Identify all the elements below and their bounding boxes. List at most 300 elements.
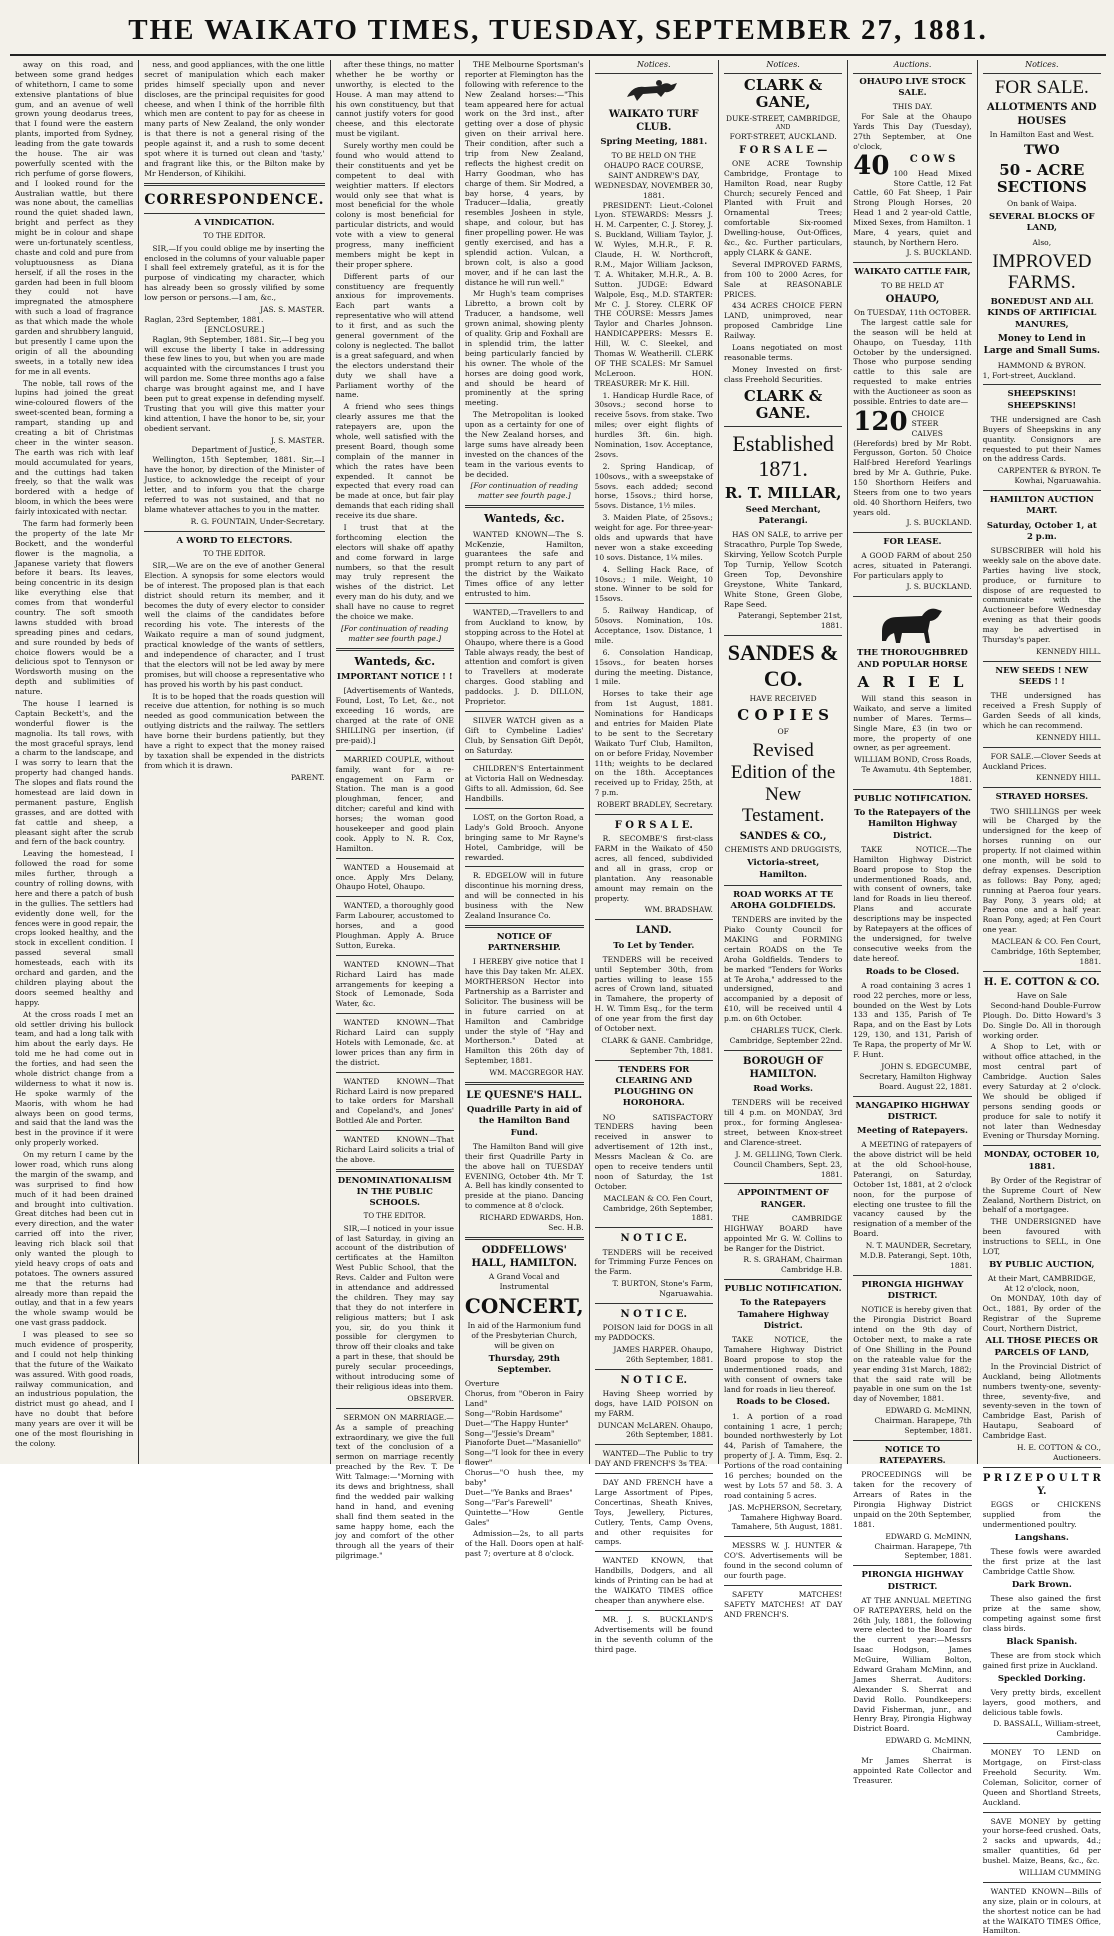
reply-heading: Department of Justice, (191, 445, 278, 455)
enclosure-signature: J. S. MASTER. (270, 435, 325, 445)
race-event: 6. Consolation Handicap, 15sovs., for beaten horses during the meeting. Distance, 1 mile. (594, 647, 713, 687)
race-event: 2. Spring Handicap, of 100sovs., with a sweepstake of 5sovs. each added; second horse, 15sovs.; third horse, 5sovs. Distance, 1½ miles. (594, 461, 713, 511)
rate-notice-body: NOTICE is hereby given that the Pirongia District Board intend on the 9th day of October next, to make a rate of One Shilling in the Pound on the rateable value for the year ending 31st March, 1882; that the said rate will be payable in one sum on the 1st day of November, 1881. (853, 1305, 972, 1404)
ranger-signature: R. S. GRAHAM, Chairman Cambridge H.B. (743, 1255, 843, 1275)
divider (724, 1279, 842, 1280)
clover-ad: FOR SALE.—Clover Seeds at Auckland Prices. (982, 751, 1101, 771)
divider (595, 814, 713, 815)
page-title: THE WAIKATO TIMES, TUESDAY, SEPTEMBER 27, 1881. (128, 13, 988, 46)
article-paragraph: SERMON ON MARRIAGE.—As a sample of preaching extraordinary, we give the full text of the conclusion of a sermon on marriage recently preached by the Rev. T. De Witt Talmage:—"Morning with its dews and brightness, shall find the wedded pair walking hand in hand, and evening shall find them seated in the same happy home, each the joy and comfort of the other through all the years of their pilgrimage." (335, 1412, 454, 1561)
column-7 (848, 60, 977, 1785)
road-works-title: Road Works. (753, 1084, 814, 1095)
ratepayers-heading: To the Ratepayers of the Hamilton Highway District. (854, 808, 971, 841)
meeting-heading: Meeting of Ratepayers. (857, 1126, 968, 1137)
steer-count: 120 (853, 406, 908, 437)
divider (465, 925, 584, 928)
letter-body: SIR,—I noticed in your issue of last Saturday, in giving an account of the distribution of certificates at the Hamilton West Public School, that the Revs. Calder and Fulton were in attendance and addressed the children. They may say that they do not interfere in religious matters; but I ask you, sir, do you think it possible for clergymen to throw off their cloaks and take a part in these, that should be purely secular proceedings, without introducing some of their religious ideas into them. (335, 1223, 454, 1391)
column-2 (139, 60, 330, 1464)
auctioneer-name: KENNEDY HILL. (1036, 773, 1101, 783)
race-event: 4. Selling Hack Race, of 10sovs.; 1 mile. Weight, 10 stone. Winner to be sold for 15sovs. (594, 564, 713, 604)
breed-heading: Speckled Dorking. (997, 1673, 1086, 1684)
concert-admission: Admission—2s, to all parts of the Hall. Doors open at half-past 7; overture at 8 o'clock. (464, 1529, 584, 1559)
divider (595, 1060, 713, 1061)
article-paragraph: away on this road, and between some grand hedges of whitethorn, I came to some extensive plantations of blue gum, and an avenue of well grown young deodarus trees, that I found were the eastern plants, imported from Sydney, leading from the gate towards the house. The air was powerfully scented with the rich perfume of gorse flowers, and I looked round for the Australian wattle, but there was none about, the camellias round the quiet shaded lawn, bright and perfect as they might be in colour and shape were un-fortunately scentless, chaste and cold and pure from voluptuousness as Diana herself, if all the roses in the garden had been in full bloom they could not have impregnated the atmosphere with such a load of fragrance as that which made the whole garden and shrubbery languid, but presently I came upon the origin of all the abounding sweets, in a totally new idea for me in all events. (15, 60, 134, 376)
wanteds-heading: Wanteds, &c. (483, 512, 565, 526)
money-lend-ad: MONEY TO LEND on Mortgage, on First-class Freehold Security. Wm. Coleman, Solicitor, corner of Queen and Shortland Streets, Auckland. (982, 1748, 1101, 1807)
roads-list: A road containing 3 acres 1 rood 22 perches, more or less, bounded on the West by Lots 133 and 135, Parish of Te Rapa, and on the East by Lots 129, 130, and 131, Parish of Te Rapa, the property of Mr W. F. Hunt. (853, 980, 972, 1060)
letter-to: TO THE EDITOR. (363, 1212, 426, 1221)
divider (983, 1812, 1101, 1813)
classified-ad: DAY AND FRENCH have a Large Assortment of Pipes, Concertinas, Sheath Knives, Toys, Jewellery, Pictures, Cutlery, Tents, Camp Ovens, and other requisites for camps. (594, 1478, 713, 1547)
auction-body: SUBSCRIBER will hold his weekly sale on the above date. Parties having live stock, produce, or furniture to dispose of are requested to communicate with the Auctioneer before Wednesday evening as that their goods may be advertised in Thursday's paper. (982, 545, 1101, 644)
classified-ad: SILVER WATCH given as a Gift to Cymbeline Ladies' Club, by Sensation Gift Depôt, on Saturday. (464, 715, 584, 755)
divider (853, 1565, 971, 1566)
masthead (10, 6, 1106, 56)
to-let-signature: CLARK & GANE. Cambridge, September 7th, 1881. (601, 1035, 713, 1055)
classified-ad: WANTED,—Travellers to and from Auckland to know, by stopping across to the Hotel at Ohaupo, where there is a Good Table always ready, the best of attention and comfort is given to Travellers at moderate charges. Good stabling and paddocks. J. D. DILLON, Proprietor. (464, 607, 584, 706)
classified-ad: MARRIED COUPLE, without family, want for a re-engagement on Farm or Station. The man is a good ploughman, fencer, and ditcher; careful and kind with horses; the woman good housekeeper and good plain cook. Apply to N. R. Cox, Hamilton. (335, 754, 454, 853)
sheepskins-heading: SHEEPSKINS! SHEEPSKINS! (1007, 389, 1077, 411)
wanteds-terms: [Advertisements of Wanteds, Found, Lost, To Let, &c., not exceeding 16 words, are charged at the rate of ONE SHILLING per insertion, (if pre-paid).] (335, 686, 454, 745)
notices-heading: Notices. (724, 60, 842, 74)
classified-ad: WANTED, a thoroughly good Farm Labourer, accustomed to horses, and a good Ploughman. Apply A. Bruce Sutton, Eureka. (335, 901, 454, 950)
breed-heading: Langshans. (1014, 1532, 1069, 1543)
sale-intro: For Sale at the Ohaupo Yards This Day (Tuesday), 27th September, at One o'clock, (853, 111, 972, 151)
race-date: SAINT ANDREW'S DAY, WEDNESDAY, NOVEMBER 30, 1881. (594, 170, 713, 200)
notice-signature: DUNCAN McLAREN. Ohaupo, 26th September, 1881. (597, 1420, 713, 1440)
hall-body: The Hamilton Band will give their first Quadrille Party in the above hall on TUESDAY EVENING, October 4th. Mr T. A. Bell has kindly consented to preside at the piano. Dancing to commence at 8 o'clock. (464, 1141, 584, 1211)
poultry-body: EGGS or CHICKENS supplied from the undermentioned poultry. (982, 1500, 1101, 1529)
auctioneer-name: J. S. BUCKLAND. (906, 517, 972, 527)
divider (336, 750, 454, 751)
roads-closed-heading: Roads to be Closed. (865, 966, 960, 977)
bills-ad: WANTED KNOWN—Bills of any size, plain or in colours, at the shortest notice can be had at the WAIKATO TIMES Office, Hamilton. (982, 1886, 1101, 1936)
divider (724, 1536, 842, 1537)
road-works-heading: ROAD WORKS AT TE AROHA GOLDFIELDS. (730, 889, 836, 911)
notice-body: Having Sheep worried by dogs, have LAID POISON on my FARM. (594, 1388, 713, 1418)
turf-club-title: WAIKATO TURF CLUB. (608, 108, 699, 133)
divider (336, 858, 454, 859)
divider (595, 1551, 713, 1552)
column-3 (331, 60, 460, 1561)
this-day: THIS DAY. (892, 101, 933, 111)
race-signature: ROBERT BRADLEY, Secretary. (596, 800, 713, 810)
sandes-trade: CHEMISTS AND DRUGGISTS, (724, 845, 842, 855)
seeds-heading: NEW SEEDS ! NEW SEEDS ! ! (995, 665, 1089, 687)
article-paragraph: THE Melbourne Sportsman's reporter at Flemington has the following with reference to the New Zealand horses:—"This team appeared here for actual work on the 3rd inst., after getting over a dose of physic given on their arrival here. Their condition, after such a trip from New Zealand, reflects the highest credit on Harry Goodman, who has charge of them. Sir Modred, a bay horse, 4 years, by Traducer—Idalia, greatly resembles Josheen in style, shape, and colour, but has finer propelling power. He was gently exercised, and has a splendid action. Vulcan, a brown colt, is also a good mover, and if he can last the distance he will run well." (464, 60, 584, 287)
concert-date: Thursday, 29th September. (488, 1353, 560, 1375)
divider (983, 384, 1101, 385)
reply-signature: R. G. FOUNTAIN, Under-Secretary. (190, 516, 325, 526)
public-auction: BY PUBLIC AUCTION, (989, 1259, 1095, 1270)
program-item: Duet—"Ye Banks and Braes" (464, 1487, 573, 1497)
divider (853, 1440, 971, 1441)
divider (144, 213, 324, 214)
column-8 (978, 60, 1106, 1936)
column-1 (10, 60, 139, 1464)
divider (595, 1444, 713, 1445)
divider (853, 1096, 971, 1097)
horse-signature: WILLIAM BOND, Cross Roads, Te Awamutu. 4th September, 1881. (854, 755, 972, 785)
classified-ad: LOST, on the Gorton Road, a Lady's Gold Brooch. Anyone bringing same to Mr Rayne's Hotel, Cambridge, will be rewarded. (464, 812, 584, 862)
divider (853, 789, 971, 790)
racehorse-icon (619, 77, 689, 105)
concert-intro: A Grand Vocal and Instrumental (488, 1272, 560, 1292)
cotton-list: Second-hand Double-Furrow Plough. Do. Ditto Howard's 3 Do. Single Do. All in thorough working order. (982, 1000, 1101, 1040)
classified-ad: WANTED KNOWN—That Richard Laird can supply Hotels with Lemonade, &c. at lower prices than any firm in the district. (335, 1018, 454, 1067)
sections-location: On bank of Waipa. (1006, 199, 1077, 209)
tenders-heading: TENDERS FOR CLEARING AND PLOUGHING ON HOROHORA. (613, 1064, 694, 1109)
road-works-signature: CHARLES TUCK, Clerk. Cambridge, September 22nd. (729, 1025, 843, 1045)
program-item: Quintette—"How Gentle Gales" (464, 1507, 584, 1527)
article-paragraph: Mr Hugh's team comprises Libretto, a brown colt by Traducer, a handsome, well grown animal, showing plenty of quality. Grip and Foxhall are in splendid trim, the latter being particularly fancied by his owner. The whole of the horses are doing good work, and should be heard of prominently at the spring meeting. (464, 289, 584, 408)
divider (336, 896, 454, 897)
divider (595, 1610, 713, 1611)
important-notice: IMPORTANT NOTICE ! ! (336, 672, 453, 683)
to-let-heading: To Let by Tender. (613, 940, 695, 951)
monday-body: On MONDAY, 10th day of Oct., 1881, By order of the Registrar of the Supreme Court, Northern District, (982, 1293, 1101, 1333)
divider (336, 1408, 454, 1409)
divider (595, 1227, 713, 1228)
divider (595, 1369, 713, 1370)
established-banner: Established 1871. (732, 431, 834, 482)
notice-signature: T. BURTON, Stone's Farm, Ngaruawahia. (612, 1279, 713, 1299)
divider (465, 1082, 584, 1085)
divider (724, 1050, 842, 1051)
for-sale-heading: F O R S A L E — (739, 144, 828, 156)
firm-address: DUKE-STREET, CAMBRIDGE, (725, 114, 841, 124)
oddfellows-title: ODDFELLOWS' HALL, HAMILTON. (471, 1244, 578, 1270)
divider (983, 1882, 1101, 1883)
article-paragraph: I was pleased to see so much evidence of prosperity, and I could not help thinking that the future of the Waikato was assured. With good roads, railway communication, and an industrious population, the district must go ahead, and I have no doubt that before many years are over it will be one of the most flourishing in the colony. (15, 1330, 134, 1448)
letter-to: TO THE EDITOR. (203, 549, 266, 558)
article-paragraph: Surely worthy men could be found who would attend to their constituents and yet be competent to deal with weightier matters. If electors would only see that what is most beneficial for the whole colony is most beneficial for particular districts, and would vote with a view to general progress, many inefficient members might be kept in their proper sphere. (335, 141, 454, 269)
program-item: Chorus—"O hush thee, my baby" (464, 1468, 584, 1488)
strayed-heading: STRAYED HORSES. (995, 792, 1089, 803)
article-paragraph: ness, and good appliances, with the one little secret of manipulation which each maker prides himself specially upon and never discloses, are the principal requisites for good cheese, and when I think of the horrible filth which men are content to pay for as cheese in many parts of New Zealand, the only wonder is that there is not a general rising of the people against it, and a rush to some decent spot where it is turned out clean and 'tasty,' and fragrant like this, or the Bilton make by Mr Henderson, of Kihikihi. (144, 60, 325, 178)
article-paragraph: after these things, no matter whether he be worthy or unworthy, is elected to the House. A man may attend to his own constituency, but that cannot justify voters for good cheese, and this electorate must be vigilant. (335, 60, 454, 139)
property-item: 434 ACRES CHOICE FERN LAND, unimproved, near proposed Cambridge Line Railway. (723, 301, 843, 341)
divider (465, 505, 584, 508)
notice-body: TENDERS will be received for Trimming Furze Fences on the Farm. (594, 1247, 713, 1277)
letter-title: A WORD TO ELECTORS. (176, 535, 293, 546)
auctioneer-name: J. S. BUCKLAND. (906, 582, 972, 592)
divider (983, 971, 1101, 972)
cotton-heading: H. E. COTTON & CO. (984, 976, 1100, 988)
continuation-note: [For continuation of reading matter see fourth page.] (470, 481, 578, 501)
article-paragraph: The Metropolitan is looked upon as a certainty for one of the New Zealand horses, and large sums have already been invested on the chances of the team in the various events to be decided. (464, 410, 584, 479)
breed-body: These are from stock which gained first prize in Auckland. (982, 1650, 1101, 1670)
spring-meeting: Spring Meeting, 1881. (600, 136, 708, 147)
classified-ad: WANTED KNOWN—That Richard Laird is now prepared to take orders for Marshall and Copeland's, and Jones' Bottled Ale and Porter. (335, 1076, 454, 1126)
divider (595, 919, 713, 920)
divider (853, 596, 971, 597)
divider (983, 490, 1101, 491)
tamahere-heading: To the Ratepayers Tamahere Highway District. (737, 1298, 829, 1331)
divider (853, 532, 971, 533)
divider (724, 1585, 842, 1586)
for-sale-heading: FOR SALE. (994, 76, 1089, 98)
annual-signature: EDWARD G. McMINN, Chairman. (885, 1736, 972, 1756)
firm-name: CLARK & GANE. (743, 386, 823, 422)
seeds-body: THE undersigned has received a Fresh Supply of Garden Seeds of all kinds, which he can recommend. (982, 691, 1101, 730)
monday-heading: MONDAY, OCTOBER 10, 1881. (984, 1150, 1100, 1172)
article-paragraph: A friend who sees things clearly assures me that the ratepayers are, upon the whole, well satisfied with the present Board, though some complain of the manner in which the rates have been expended. It cannot be expected that every road can be made at once, but fair play demands that each riding shall receive its due share. (335, 402, 454, 521)
tenders-signature: MACLEAN & CO. Fen Court, Cambridge, 26th September, 1881. (602, 1193, 713, 1223)
classified-ad: WANTED KNOWN—That Richard Laird has made arrangements for keeping a Stock of Lemonade, Soda Water, &c. (335, 959, 454, 1009)
race-event: 5. Railway Handicap, of 50sovs. Nomination, 10s. Acceptance, 1sov. Distance, 1 mile. (594, 606, 713, 645)
cattle-fair-heading: WAIKATO CATTLE FAIR, (854, 266, 971, 277)
divider (983, 1145, 1101, 1146)
firm-and: AND (775, 123, 791, 131)
for-sale-heading: F O R S A L E. (614, 820, 693, 832)
cotton-have: Have on Sale (1016, 990, 1067, 1000)
agent-address: 1, Fort-street, Auckland. (982, 370, 1076, 380)
merchant-signature: Paterangi, September 21st, 1881. (737, 611, 843, 631)
notice-heading: NOTICE TO RATEPAYERS. (879, 1444, 946, 1467)
property-item: ONE ACRE Township Cambridge, Frontage to Hamilton Road, near Rugby Church; securely Fenced and Planted with Fruit and Ornamental Trees; comfortable Six-roomed Dwelling-house, Out-Offices, &c., &c. Further particulars, apply CLARK & GANE. (723, 158, 843, 257)
hall-subtitle: Quadrille Party in aid of the Hamilton Band Fund. (466, 1105, 582, 1138)
letter-date: Raglan, 23rd September, 1881. (144, 314, 264, 324)
breed-heading: Dark Brown. (1011, 1579, 1072, 1590)
divider (983, 747, 1101, 748)
land-heading: LAND. (635, 925, 672, 937)
to-let-body: TENDERS will be received until September 30th, from parties willing to lease 155 acres of Crown land, situated in Tamahere, the property of H. W. Timm Esq., for the term of one year from the first day of October next. (594, 954, 713, 1033)
column-6 (719, 60, 848, 1619)
notices-heading: Notices. (983, 60, 1101, 74)
divider (724, 635, 842, 636)
firm-name: CLARK & GANE, (743, 75, 823, 111)
divider (465, 759, 584, 760)
district-heading: PIRONGIA HIGHWAY DISTRICT. (861, 1570, 964, 1592)
concert-program (465, 1379, 584, 1527)
borough-heading: BOROUGH OF HAMILTON. (742, 1055, 824, 1080)
cotton-body: A Shop to Let, with or without office attached, in the most central part of Cambridge. Auction Sales every Saturday at 2 o'clock. We should be obliged if persons sending goods or produce for sale to notify it not later than Wednesday Evening or Thursday Morning. (982, 1042, 1101, 1141)
letter-signature: PARENT. (290, 772, 325, 782)
race-venue: TO BE HELD ON THE OHAUPO RACE COURSE, (604, 151, 704, 171)
classified-ad: R. EDGELOW will in future discontinue his morning dress, and will be connected in his business with the New Zealand Insurance Co. (464, 871, 584, 920)
horse-name: A R I E L (857, 672, 968, 691)
program-item: Song—"I look for thee in every flower" (464, 1448, 584, 1468)
classified-ad: WANTED KNOWN, that Handbills, Dodgers, and all kinds of Printing can be had at the WAIKATO TIMES office cheaper than anywhere else. (594, 1556, 713, 1605)
agent-name: HAMMOND & BYRON. (997, 360, 1086, 370)
merchant-trade: Seed Merchant, Paterangi. (745, 504, 821, 527)
hall-signature: RICHARD EDWARDS, Hon. Sec. H.B. (479, 1213, 584, 1232)
ratepayers-body: TAKE NOTICE.—The Hamilton Highway District Board propose to Stop the undermentioned Roads, and, with consent of owners, take land for Roads in lieu thereof. Plans and accurate descriptions may be inspected by Ratepayers at the offices of the undersigned, for twelve consecutive weeks from the date hereof. (853, 844, 972, 963)
program-item: Song—"Jessie's Dream" (464, 1428, 555, 1438)
race-event: 3. Maiden Plate, of 25sovs.; weight for age. For three-year-olds and upwards that have never won a stake exceeding 10 sovs. Distance, 1¼ miles. (594, 513, 713, 562)
to-be-held: TO BE HELD AT (881, 280, 944, 290)
strayed-body: TWO SHILLINGS per week will be Charged by the undersigned for the keep of horses running on our property. If not claimed within one month, will be sold to defray expenses. Description as follows: Bay Pony, aged; running at Paeroa four years. Bay Pony, 3 years old; at Paeroa one and a half year. Roan Pony, aged; at Fen Court one year. (982, 806, 1101, 935)
auction-date: Saturday, October 1, at 2 p.m. (986, 520, 1097, 542)
horse-title: THE THOROUGHBRED AND POPULAR HORSE (857, 648, 968, 670)
classified-ad: MR. J. S. BUCKLAND'S Advertisements will be found in the seventh column of the third page. (594, 1614, 713, 1654)
borough-signature: J. M. GELLING, Town Clerk. Council Chambers, Sept. 23, 1881. (733, 1149, 843, 1179)
divider (983, 661, 1101, 662)
sale-body: R. SECOMBE'S first-class FARM in the Waikato of 450 acres, all fenced, subdivided and all in grass, crop or plantation. Any reasonable amount may remain on the property. (594, 834, 713, 903)
column-5 (590, 60, 719, 1654)
tamahere-body: TAKE NOTICE, the Tamahere Highway District Board propose to stop the undermentioned roads, and with consent of owners take land for roads in lieu thereof. (723, 1335, 843, 1394)
divider (853, 262, 971, 263)
revised-testament: Revised Edition of the New Testament. (730, 739, 836, 827)
notice-heading: N O T I C E. (620, 1374, 687, 1386)
cows-count: 40 (853, 151, 890, 182)
classified-ad: WANTED KNOWN—The S. McKenzie, Hamilton, guarantees the safe and prompt return to any part of the district by the Waikato Times office of any letter entrusted to him. (464, 529, 584, 599)
sections-heading: 50 - ACRE SECTIONS (996, 160, 1087, 197)
district-heading: MANGAPIKO HIGHWAY DISTRICT. (855, 1100, 970, 1122)
notices-heading: Notices. (595, 60, 713, 74)
classified-ad: WANTED KNOWN—That Richard Laird solicits a trial of the above. (335, 1135, 454, 1164)
two-label: TWO (1024, 142, 1060, 158)
reply-body: Wellington, 15th September, 1881. Sir,—I have the honor, by direction of the Minister of Justice, to acknowledge the receipt of your letter, and to inform you that the charge referred to was not sustained, and that no blame whatever attaches to you in the matter. (144, 455, 325, 514)
notice-heading: N O T I C E. (620, 1308, 687, 1320)
classified-ad: SAFETY MATCHES! SAFETY MATCHES! AT DAY AND FRENCH'S. (723, 1589, 843, 1619)
ranger-body: THE CAMBRIDGE HIGHWAY BOARD have appointed Mr G. W. Collins to be Ranger for the District. (723, 1213, 843, 1253)
cows-heading: C O W S (909, 154, 956, 166)
article-paragraph: The house I learned is Captain Beckett's, and the wonderful flower is the magnolia. Its tall rows, with the most graceful sprays, lend a charm to the landscape, and I was sorry to learn that the property had changed hands. The slopes and flats round the homestead are laid down in permanent pasture, English grasses, and are dotted with fat cattle and sheep, a pleasant sight after the scrub and fern of the back country. (15, 699, 134, 847)
letter-to: TO THE EDITOR. (203, 232, 266, 241)
divider (336, 648, 454, 651)
ranger-heading: APPOINTMENT OF RANGER. (737, 1188, 829, 1210)
continuation-note: [For continuation of reading matter see fourth page.] (341, 623, 449, 643)
sheepskins-signature: CARPENTER & BYRON. Te Kowhai, Ngaruawahia. (997, 466, 1101, 486)
copies-heading: C O P I E S (737, 705, 829, 724)
letter-body: It is to be hoped that the roads question will receive due attention, for nothing is so much needed as good communication between the outlying districts and the railway. The settlers have borne their burdens patiently, but they have a right to expect that the money raised by taxation shall be expended in the districts from which it is drawn. (144, 691, 325, 770)
property-item: Several IMPROVED FARMS, from 100 to 2000 Acres, for Sale at REASONABLE PRICES. (723, 259, 843, 299)
sandes-banner: SANDES & CO. (727, 640, 839, 691)
program-item: Song—"Far's Farewell" (464, 1497, 553, 1507)
copies-of: OF (777, 726, 789, 736)
divider (465, 1237, 584, 1240)
cotton-signature: H. E. COTTON & CO., Auctioneers. (1017, 1443, 1101, 1462)
fair-date: On TUESDAY, 11th OCTOBER. (853, 307, 971, 317)
district-heading: PIRONGIA HIGHWAY DISTRICT. (861, 1279, 964, 1302)
enclosure-heading: [ENCLOSURE.] (204, 324, 265, 334)
roads-closed-heading: Roads to be Closed. (736, 1397, 830, 1408)
undersigned-body: THE UNDERSIGNED have been favoured with instructions to SELL, in One LOT, (982, 1217, 1101, 1256)
save-money-signature: WILLIAM CUMMING (1018, 1867, 1101, 1877)
classified-ad: MESSRS W. J. HUNTER & CO'S. Advertisements will be found in the second column of our fourth page. (723, 1541, 843, 1581)
meeting-signature: N. T. MAUNDER, Secretary, M.D.B. Paterangi, Sept. 10th, 1881. (859, 1241, 972, 1270)
divider (853, 1275, 971, 1276)
partnership-signature: WM. MACGREGOR HAY. (489, 1068, 584, 1078)
classified-ad: WANTED a Housemaid at once. Apply Mrs Delany, Ohaupo Hotel, Ohaupo. (335, 862, 454, 892)
divider (336, 1130, 454, 1131)
also-label: Also, (1032, 237, 1052, 247)
auction-mart-heading: HAMILTON AUCTION MART. (989, 495, 1094, 517)
blocks-heading: SEVERAL BLOCKS OF LAND, (989, 212, 1095, 234)
horse-icon (872, 601, 952, 645)
public-notification-heading: PUBLIC NOTIFICATION. (854, 794, 971, 805)
concert-aid: In aid of the Harmonium fund of the Presbyterian Church, will be given on (467, 1321, 582, 1350)
article-paragraph: On my return I came by the lower road, which runs along the margin of the swamp, and was surprised to find how much of it had been drained and brought into cultivation. Great ditches had been cut in every direction, and the water carried off into the river, leaving rich black soil that only wanted the plough to yield heavy crops of oats and potatoes. The owners assured me that the returns had already more than repaid the outlay, and that in a few years the whole swamp would be one vast grass paddock. (15, 1150, 134, 1328)
sheepskins-body: THE undersigned are Cash Buyers of Sheepskins in any quantity. Consignors are requested to put their Names on the address Cards. (982, 414, 1101, 464)
divider (724, 885, 842, 886)
allotments-heading: ALLOTMENTS AND HOUSES (987, 102, 1097, 127)
tenders-body: NO SATISFACTORY TENDERS having been received in answer to advertisement of 12th inst., Messrs Maclean & Co. are open to receive tenders until noon of Saturday, the 1st October. (594, 1112, 713, 1191)
divider (336, 1072, 454, 1073)
auctioneer-name: KENNEDY HILL. (1036, 646, 1101, 656)
classified-ad: CHILDREN'S Entertainment at Victoria Hall on Wednesday. Gifts to all. Admission, 6d. See Handbills. (464, 764, 584, 804)
live-stock-sale-heading: OHAUPO LIVE STOCK SALE. (859, 76, 966, 98)
breed-body: These also gained the first prize at the same show, competing against some first class birds. (982, 1593, 1101, 1633)
divider (465, 711, 584, 712)
race-officers: PRESIDENT: Lieut.-Colonel Lyon. STEWARDS: Messrs J. H. M. Carpenter, C. J. Storey, J. S. Buckland, William Taylor, J. W. Wyles, M.H.R., F. R. Claude, H. W. Northcroft, R.M., Major William Jackson, T. A. Whitaker, M.H.R., A. B. Sutton. JUDGE: Edward Walpole, Esq., M.D. STARTER: Mr C. J. Storey. CLERK OF THE COURSE: Messrs James Taylor and Charles Johnson. HANDICAPPERS: Messrs E. Hill, W. C. Sleekel, and Thomas W. Weatherill. CLERK OF THE SCALES: Mr Samuel McLeroon. HON. TREASURER: Mr K. Hill. (594, 200, 713, 388)
sandes-received: HAVE RECEIVED (749, 693, 817, 703)
cows-list: 100 Head Mixed Store Cattle, 12 Fat Cattle, 60 Fat Sheep, 1 Pair Strong Plough Horses, 20 Head 1 and 2 year-old Cattle, Mixed Sexes, from Hamilton. 1 Mare, 4 years, quiet and staunch, by Northern Hero. (853, 168, 972, 247)
notice-signature: EDWARD G. McMINN, Chairman. Harapepe, 7th September, 1881. (874, 1531, 972, 1561)
rate-notice-signature: EDWARD G. McMINN, Chairman. Harapepe, 7th September, 1881. (874, 1406, 972, 1435)
section-heading: CORRESPONDENCE. (144, 191, 325, 208)
poultry-signature: D. BASSALL, William-street, Cambridge. (993, 1719, 1101, 1739)
meeting-body: A MEETING of ratepayers of the above district will be held at the old School-house, Paterangi, on Saturday, October 1st, 1881, at 2 o'clock noon, for the purpose of electing one trustee to fill the vacancy caused by the resignation of a member of the Board. (853, 1140, 972, 1239)
classified-ad: WANTED—The Public to try DAY AND FRENCH'S 3s TEA. (594, 1449, 713, 1469)
partnership-heading: NOTICE OF PARTNERSHIP. (487, 931, 561, 954)
firm-address: FORT-STREET, AUCKLAND. (729, 131, 837, 141)
partnership-body: I HEREBY give notice that I have this Day taken Mr. ALEX. MORTHERSON Hector into Partnership as a Barrister and Solicitor. The business will be in future carried on at Hamilton and Cambridge under the style of "Hay and Mortherson." Dated at Hamilton this 26th day of September, 1881. (464, 957, 584, 1066)
at-mart-time: At 12 o'clock, noon, (1004, 1284, 1080, 1293)
manures-heading: BONEDUST AND ALL KINDS OF ARTIFICIAL MANURES, (987, 297, 1097, 330)
article-heading: DENOMINATIONALISM IN THE PUBLIC SCHOOLS. (337, 1175, 452, 1209)
sandes-address: Victoria-street, Hamilton. (747, 858, 820, 880)
merchant-name: R. T. MILLAR, (724, 483, 842, 502)
auctioneer-name: J. S. BUCKLAND. (906, 247, 972, 257)
column-4 (460, 60, 590, 1559)
fair-body: The largest cattle sale for the season will be held at Ohaupo, on Tuesday, 11th October by the undersigned. Those who purpose sending cattle to this sale are requested to make entries with the Auctioneer as soon as possible. Entries to date are— (853, 317, 972, 406)
prize-poultry-heading: P R I Z E P O U L T R Y. (982, 1472, 1101, 1497)
race-event: 1. Handicap Hurdle Race, of 30sovs.; second horse to receive 5sovs. from stake. Two miles; over eight flights of hurdles 3ft. 6in. high. Nomination, 1sov. Acceptance, 2sovs. (594, 390, 713, 459)
divider (144, 531, 324, 532)
article-paragraph: Leaving the homestead, I followed the road for some miles further, through a country of rolling downs, with here and there a patch of bush in the gullies. The settlers had evidently done well, for the fences were in good repair, the crops looked healthy, and the stock in excellent condition. I passed several small homesteads, each with its orchard and garden, and the children playing about the doors seemed healthy and happy. (15, 849, 134, 1007)
program-item: Overture (464, 1379, 500, 1389)
property-item: Money Invested on first-class Freehold Securities. (723, 364, 843, 384)
fair-location: OHAUPO, (885, 293, 940, 305)
tamahere-signature: JAS. McPHERSON, Secretary, Tamahere Highway Board. Tamahere, 5th August, 1881. (729, 1502, 843, 1532)
divider (336, 1169, 454, 1172)
program-item: Chorus, from "Oberon in Fairy Land" (464, 1389, 584, 1408)
breed-heading: Black Spanish. (1006, 1636, 1078, 1647)
letter-title: A VINDICATION. (194, 218, 275, 229)
sale-signature: WM. BRADSHAW. (644, 905, 713, 915)
sandes-name: SANDES & CO., (739, 831, 827, 843)
divider (465, 866, 584, 867)
ratepayers-signature: JOHN S. EDGECUMBE, Secretary, Hamilton Highway Board. August 22, 1881. (859, 1061, 972, 1091)
breed-body: These fowls were awarded the first prize at the last Cambridge Cattle Show. (982, 1547, 1101, 1576)
notice-signature: JAMES HARPER. Ohaupo, 26th September, 1881. (613, 1344, 713, 1364)
divider (465, 808, 584, 809)
strayed-signature: MACLEAN & CO. Fen Court, Cambridge, 16th September, 1881. (990, 937, 1101, 966)
land-parcels: ALL THOSE PIECES OR PARCELS OF LAND, (985, 1336, 1099, 1358)
letter-signature: OBSERVER. (407, 1393, 454, 1403)
improved-farms: IMPROVED FARMS. (992, 250, 1092, 294)
divider (983, 1467, 1101, 1468)
horse-body: Will stand this season in Waikato, and serve a limited number of Mares. Terms—Single Mare, £3 (in two or more, the property of one owner, as per agreement. (853, 694, 972, 753)
article-paragraph: The farm had formerly been the property of the late Mr Bockett, and the wonderful flower is the magnolia, a Japanese variety that flowers before it bears. Its leaves, being concentric in its design like everything else that comes from that wonderful country. The soft smooth lawns studded with broad spreading pines and cedars, and sure rounded by beds of choice flowers would be a delicious spot to Tennyson or Wordsworth musing on the depth and sublimities of nature. (15, 518, 134, 697)
divider (595, 1303, 713, 1304)
letter-body: SIR,—We are on the eve of another General Election. A synopsis for some electors would be of interest. The proposed plan is that each district should return its member, and it becomes the duty of every elector to consider well the claims of the candidates before recording his vote. The interests of the Waikato require a man of sound judgment, practical knowledge of the wants of settlers, and independence of character, and I trust that the electors will not be led away by mere promises, but will choose a representative who has proved his worth by his past conduct. (144, 561, 325, 689)
article-paragraph: The noble, tall rows of the lupins had joined the great wine-coloured flowers of the sweet-scented bean, forming a rampart, standing up and creating a bit of Christmas cheer in the winter season. The earth was rich with leaf mould accumulated for years, and the cuttings had taken freely, so that the walk was bordered with a hedge of bloom, in which the bees were fairly intoxicated with nectar. (15, 378, 134, 517)
collector-note: Mr James Sherrat is appointed Rate Collector and Treasurer. (853, 1755, 972, 1785)
letter-body: SIR,—If you could oblige me by inserting the enclosed in the columns of your valuable paper I shall feel extremely grateful, as it is for the purpose of vindicating my character, which has already been so grossly vilified by some low person or persons.—I am, &c., (144, 243, 325, 303)
enclosure-body: Raglan, 9th September, 1881. Sir,—I beg you will excuse the liberty I take in addressing these few lines to you, but when you are made acquainted with the circumstances I trust you will pardon me. Some three months ago a false charge was brought against me, and I have been put to great expense in defending myself. Trusting that you will give this matter your kind attention, I have the honor to be, sir, your obedient servant. (144, 334, 325, 433)
wanteds-heading: Wanteds, &c. (354, 654, 436, 668)
notice-heading: N O T I C E. (620, 1233, 687, 1245)
road-works-body: TENDERS are invited by the Piako County Council for MAKING and FORMING certain ROADS on the Te Aroha Goldfields. Tenders to be marked "Tenders for Works at Te Aroha," addressed to the undersigned, and accompanied by a deposit of £10, will be received until 4 p.m. on 6th October. (723, 915, 843, 1024)
property-item: Loans negotiated on most reasonable terms. (723, 342, 843, 362)
divider (465, 603, 584, 604)
divider (144, 183, 324, 186)
lease-heading: FOR LEASE. (883, 536, 942, 547)
